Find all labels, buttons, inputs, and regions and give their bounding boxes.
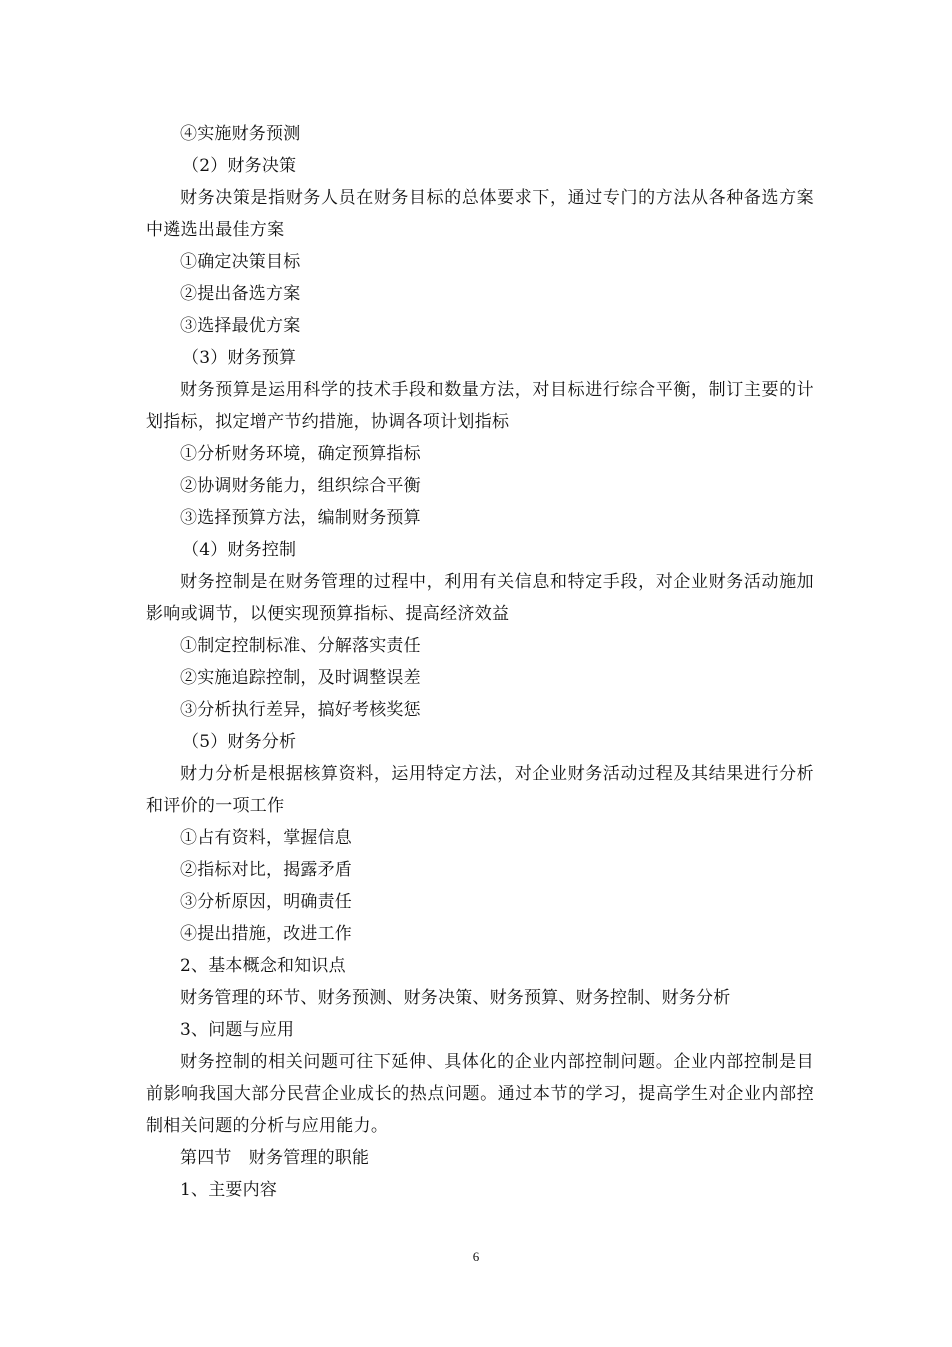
subsection-heading: （5）财务分析 <box>182 732 297 752</box>
paragraph: 财力分析是根据核算资料，运用特定方法，对企业财务活动过程及其结果进行分析和评价的一项工作 <box>146 764 814 816</box>
paragraph: 财务控制的相关问题可往下延伸、具体化的企业内部控制问题。企业内部控制是目前影响我国大部分民营企业成长的热点问题。通过本节的学习，提高学生对企业内部控制相关问题的分析与应用能力。 <box>146 1052 814 1136</box>
paragraph: 财务预算是运用科学的技术手段和数量方法，对目标进行综合平衡，制订主要的计划指标，拟定增产节约措施，协调各项计划指标 <box>146 380 814 432</box>
subsection-heading: （4）财务控制 <box>182 540 297 560</box>
list-item: ①制定控制标准、分解落实责任 <box>180 636 421 656</box>
list-item: ①分析财务环境，确定预算指标 <box>180 444 421 464</box>
list-item: ③选择预算方法，编制财务预算 <box>180 508 421 528</box>
list-item: ②指标对比，揭露矛盾 <box>180 860 352 880</box>
list-item: ①确定决策目标 <box>180 252 301 272</box>
list-item: ②提出备选方案 <box>180 284 301 304</box>
page-number: 6 <box>472 1249 480 1264</box>
list-item: ③分析原因，明确责任 <box>180 892 352 912</box>
subsection-heading: （3）财务预算 <box>182 348 297 368</box>
paragraph: 财务控制是在财务管理的过程中，利用有关信息和特定手段，对企业财务活动施加影响或调节，以便实现预算指标、提高经济效益 <box>146 572 814 624</box>
list-item: ④实施财务预测 <box>180 124 301 144</box>
concept-list: 财务管理的环节、财务预测、财务决策、财务预算、财务控制、财务分析 <box>180 988 731 1008</box>
list-item: ③选择最优方案 <box>180 316 301 336</box>
section-heading: 3、问题与应用 <box>180 1020 295 1040</box>
subsection-heading: （2）财务决策 <box>182 156 297 176</box>
list-item: ②协调财务能力，组织综合平衡 <box>180 476 421 496</box>
list-item: ②实施追踪控制，及时调整误差 <box>180 668 421 688</box>
paragraph: 财务决策是指财务人员在财务目标的总体要求下，通过专门的方法从各种备选方案中遴选出最佳方案 <box>146 188 814 240</box>
list-item: ①占有资料，掌握信息 <box>180 828 352 848</box>
section-heading: 1、主要内容 <box>180 1180 278 1200</box>
chapter-heading: 第四节 财务管理的职能 <box>180 1148 370 1168</box>
list-item: ④提出措施，改进工作 <box>180 924 352 944</box>
section-heading: 2、基本概念和知识点 <box>180 956 346 976</box>
list-item: ③分析执行差异，搞好考核奖惩 <box>180 700 421 720</box>
page-content <box>146 118 814 1206</box>
